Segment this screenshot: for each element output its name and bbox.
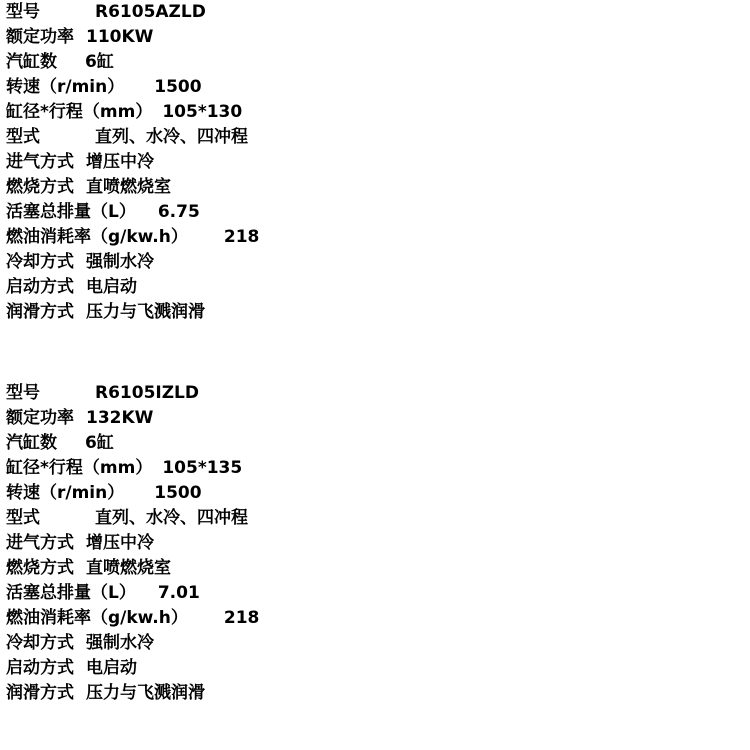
spec-row [6,606,750,631]
spec-value: 电启动 [86,658,137,678]
spec-row [6,0,750,25]
spec-label: 进气方式 [6,533,74,553]
spec-label: 型式 [6,127,40,147]
spec-label: 燃烧方式 [6,177,74,197]
spec-row [6,631,750,656]
spec-row [6,225,750,250]
spec-value: 强制水冷 [86,633,154,653]
spec-row [6,656,750,681]
spec-row [6,75,750,100]
spec-value: R6105IZLD [95,383,200,403]
spec-row [6,381,750,406]
spec-row [6,275,750,300]
spec-label: 进气方式 [6,152,74,172]
block-separator [0,325,750,381]
spec-label: 润滑方式 [6,302,74,322]
spec-row [6,556,750,581]
spec-label: 汽缸数 [6,52,57,72]
spec-value: 218 [223,608,260,628]
spec-value: 电启动 [86,277,137,297]
spec-row [6,250,750,275]
spec-label: 转速（r/min） [6,77,125,97]
spec-label: 活塞总排量（L） [6,202,136,222]
spec-label: 汽缸数 [6,433,57,453]
spec-label: 冷却方式 [6,252,74,272]
spec-row [6,50,750,75]
spec-label: 缸径*行程（mm） [6,458,153,478]
spec-row [6,531,750,556]
spec-value: 压力与飞溅润滑 [86,683,205,703]
spec-value: 6缸 [85,433,114,453]
spec-label: 型号 [6,383,40,403]
spec-value: 110KW [86,27,154,47]
spec-label: 活塞总排量（L） [6,583,136,603]
spec-label: 燃油消耗率（g/kw.h） [6,608,188,628]
spec-value: 1500 [154,483,202,503]
spec-row [6,125,750,150]
spec-value: 6.75 [157,202,200,222]
spec-row [6,150,750,175]
spec-value: 增压中冷 [86,533,154,553]
spec-row [6,681,750,706]
spec-row [6,25,750,50]
spec-value: 压力与飞溅润滑 [86,302,205,322]
spec-value: 105*130 [162,102,243,122]
spec-label: 型式 [6,508,40,528]
spec-row [6,100,750,125]
spec-value: 7.01 [157,583,200,603]
spec-label: 燃油消耗率（g/kw.h） [6,227,188,247]
spec-value: 218 [223,227,260,247]
spec-label: 额定功率 [6,408,74,428]
spec-label: 转速（r/min） [6,483,125,503]
spec-label: 冷却方式 [6,633,74,653]
spec-label: 启动方式 [6,658,74,678]
spec-row [6,506,750,531]
spec-value: 132KW [86,408,154,428]
spec-value: 强制水冷 [86,252,154,272]
spec-row [6,200,750,225]
spec-value: 直列、水冷、四冲程 [95,127,248,147]
spec-row [6,456,750,481]
spec-value: 直列、水冷、四冲程 [95,508,248,528]
spec-label: 燃烧方式 [6,558,74,578]
spec-row [6,300,750,325]
spec-value: 直喷燃烧室 [86,177,171,197]
spec-label: 型号 [6,2,40,22]
spec-row [6,406,750,431]
spec-value: 直喷燃烧室 [86,558,171,578]
spec-value: 1500 [154,77,202,97]
spec-row [6,581,750,606]
spec-label: 缸径*行程（mm） [6,102,153,122]
spec-value: 增压中冷 [86,152,154,172]
spec-value: R6105AZLD [95,2,206,22]
spec-row [6,175,750,200]
spec-row [6,431,750,456]
spec-label: 额定功率 [6,27,74,47]
spec-value: 6缸 [85,52,114,72]
spec-label: 润滑方式 [6,683,74,703]
engine-spec-block-1 [0,0,750,325]
spec-value: 105*135 [162,458,243,478]
engine-spec-block-2 [0,381,750,706]
spec-label: 启动方式 [6,277,74,297]
spec-row [6,481,750,506]
